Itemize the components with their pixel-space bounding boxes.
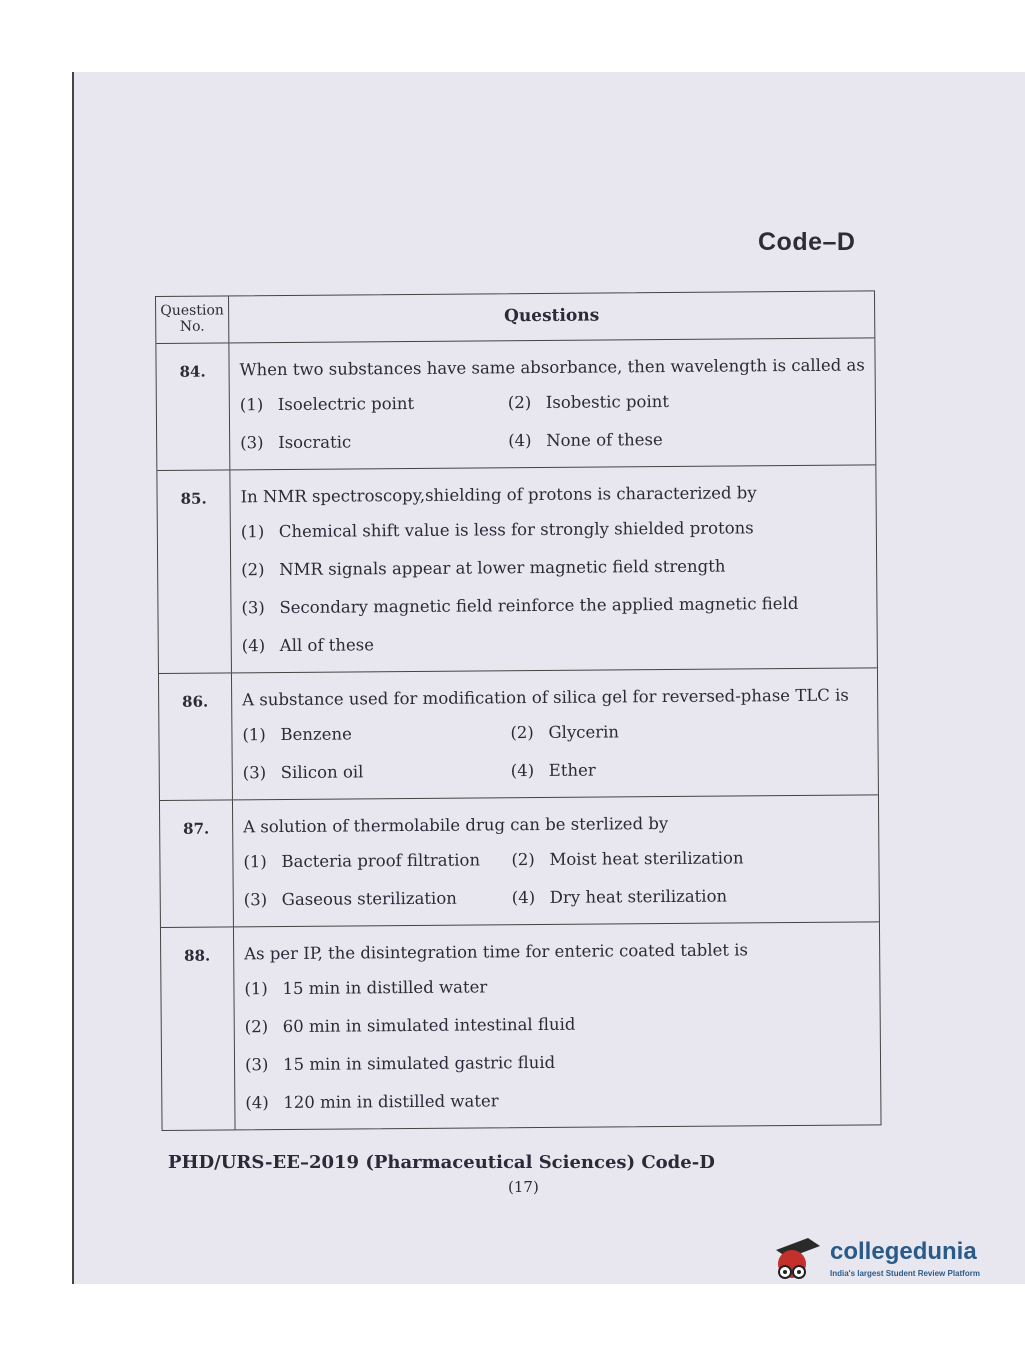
question-number: 87. [160,800,234,927]
logo-tagline: India's largest Student Review Platform [830,1269,980,1278]
question-number: 88. [161,927,236,1130]
option: (1) 15 min in distilled water [244,977,488,999]
mascot-icon [768,1228,826,1290]
option: (3) Isocratic [240,432,352,453]
question-row [161,922,881,1130]
question-row [157,465,877,674]
question-stem: In NMR spectroscopy,shielding of protons is characterized by [240,483,757,507]
option: (3) Secondary magnetic field reinforce the applied magnetic field [241,593,799,618]
questions-table [155,290,882,1131]
question-number: 86. [159,673,233,800]
collegedunia-logo [768,1228,998,1298]
question-row [156,338,875,471]
option: (3) Silicon oil [242,762,364,783]
option: (1) Bacteria proof filtration [243,850,481,872]
logo-name: collegedunia [830,1238,977,1265]
question-row [159,668,878,801]
question-row [160,795,879,928]
question-number: 85. [157,470,232,673]
option: (1) Isoelectric point [239,393,415,415]
option: (2) Isobestic point [507,391,670,413]
option: (4) All of these [241,635,375,656]
option: (2) NMR signals appear at lower magnetic field strength [241,556,726,580]
table-header [156,291,874,344]
option: (3) 15 min in simulated gastric fluid [244,1052,556,1075]
question-stem: A solution of thermolabile drug can be sterlized by [243,813,669,837]
question-stem: A substance used for modification of silica gel for reversed-phase TLC is [242,685,849,710]
column-header-questions: Questions [504,305,600,327]
option: (4) None of these [508,430,663,451]
option: (1) Benzene [242,724,352,745]
paper-code: Code–D [758,228,856,256]
option: (1) Chemical shift value is less for strongly shielded protons [240,518,754,542]
question-stem: When two substances have same absorbance, then wavelength is called as [239,355,865,380]
option: (2) Glycerin [510,722,620,743]
option: (2) 60 min in simulated intestinal fluid [244,1014,576,1037]
option: (3) Gaseous sterilization [243,888,457,910]
option: (4) 120 min in distilled water [245,1091,499,1113]
page-number: (17) [508,1178,539,1196]
option: (4) Dry heat sterilization [511,886,728,908]
question-number: 84. [156,343,230,470]
footer-title: PHD/URS-EE–2019 (Pharmaceutical Sciences) Code-D [168,1152,715,1173]
option: (2) Moist heat sterilization [511,848,744,870]
option: (4) Ether [510,760,596,781]
column-header-number: Question No. [156,296,229,343]
question-stem: As per IP, the disintegration time for enteric coated tablet is [244,940,749,964]
